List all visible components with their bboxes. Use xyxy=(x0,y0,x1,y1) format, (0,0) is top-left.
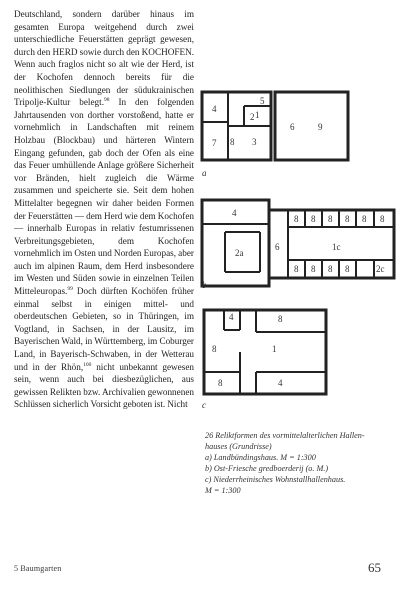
room-label: 7 xyxy=(212,138,217,148)
room-label: 8 xyxy=(380,214,385,224)
body-text-part: In den folgenden Jahrtausenden von dorther vorstoßend, hatte er vornehmlich in Landschaften mit reinem Holzbau (Blockbau) und härteren Wintern Eingang gefunden, gab doch der Ofen als eine das Feuer umhüllende Anlage größere Sicherheit vor Bränden, hielt zugleich die Wärme zusammen und speicherte sie. Seit dem hohen Mittelalter begegnen wir daher beiden Formen der Feuerstätten — dem Herd wie dem Kochofen — innerhalb Europas in relativ festumrissenen Verbreitungsgebieten, dem Kochofen vornehmlich im Osten und Norden Europas, aber auch im alpinen Raum, dem Herd insbesondere im Westen und Süden sowie in einzelnen Teilen Mitteleuropas. xyxy=(14,97,194,297)
figure-caption xyxy=(205,430,401,496)
room-label: 8 xyxy=(218,378,223,388)
floor-plan-a xyxy=(200,82,400,422)
body-text-part: Deutschland, sondern darüber hinaus im gesamten Europa weitgehend durch zwei unterschiedliche Feuerstätten geprägt gewesen, durch den HERD sowie durch den KOCHOFEN. Wenn auch fraglos nicht so alt wie der Herd, ist der Kochofen dennoch bereits für die neolithischen Siedlungen der südukrainischen Tripolje-Kultur belegt. xyxy=(14,9,194,108)
figure-letter-b: b xyxy=(202,280,207,290)
room-label: 1c xyxy=(332,242,341,252)
figure-letter-c: c xyxy=(202,400,206,410)
page-number: 65 xyxy=(368,560,381,575)
caption-title-line1: 26 Reliktformen des vormittelalterlichen Hallen- xyxy=(205,431,365,440)
footnote-ref: 98 xyxy=(104,97,110,104)
room-label: 4 xyxy=(212,104,217,114)
body-text-part: nicht unbekannt gewesen sein, wenn auch bei diesbezüglichen, aus gewissen Relikten bzw. Archivalien gewonnenen Schlüssen sicherlich Vorsicht geboten ist. Nicht xyxy=(14,361,194,410)
caption-title-line2: hauses (Grundrisse) xyxy=(205,442,272,451)
room-label: 1 xyxy=(255,110,260,120)
room-label: 4 xyxy=(232,208,237,218)
caption-scale: M = 1:300 xyxy=(205,486,241,495)
caption-item-a: a) Landbündingshaus. M = 1:300 xyxy=(205,453,316,462)
room-label: 4 xyxy=(229,312,234,322)
footnote-ref: 99 xyxy=(67,286,73,292)
room-label: 8 xyxy=(311,214,316,224)
room-label: 5 xyxy=(260,96,265,106)
figure-letter-a: a xyxy=(202,168,207,178)
room-label: 8 xyxy=(294,264,299,274)
room-label: 2a xyxy=(235,248,244,258)
room-label: 8 xyxy=(328,264,333,274)
room-label: 8 xyxy=(345,264,350,274)
room-label: 6 xyxy=(290,122,295,132)
room-label: 8 xyxy=(362,214,367,224)
room-label: 8 xyxy=(328,214,333,224)
room-label: 1 xyxy=(272,344,277,354)
room-label: 8 xyxy=(212,344,217,354)
room-label: 4 xyxy=(278,378,283,388)
room-label: 8 xyxy=(345,214,350,224)
room-label: 8 xyxy=(230,137,235,147)
footnote-ref: 100 xyxy=(83,361,92,368)
room-label: 3 xyxy=(252,137,257,147)
room-label: 2 xyxy=(250,112,255,122)
room-label: 9 xyxy=(318,122,323,132)
caption-item-c: c) Niederrheinisches Wohnstallhallenhaus. xyxy=(205,475,346,484)
room-label: 8 xyxy=(278,314,283,324)
body-text-part: Doch dürften Kochöfen früher einmal selbst in einigen mittel- und oberdeutschen Gebieten, so in Thüringen, im Vogtland, in Sachsen, in der Lausitz, im Bayerischen Wald, in Württemberg, im Coburger Land, in Bayerisch-Schwaben, in der Wetterau und in der Rhön, xyxy=(14,286,194,372)
body-text xyxy=(14,8,194,411)
caption-item-b: b) Ost-Friesche gredboerderij (o. M.) xyxy=(205,464,329,473)
room-label: 8 xyxy=(294,214,299,224)
room-label: 2c xyxy=(376,264,385,274)
room-label: 6 xyxy=(275,242,280,252)
room-label: 8 xyxy=(311,264,316,274)
footer-signature: 5 Baumgarten xyxy=(14,564,62,573)
floor-plan-figure xyxy=(200,82,400,422)
